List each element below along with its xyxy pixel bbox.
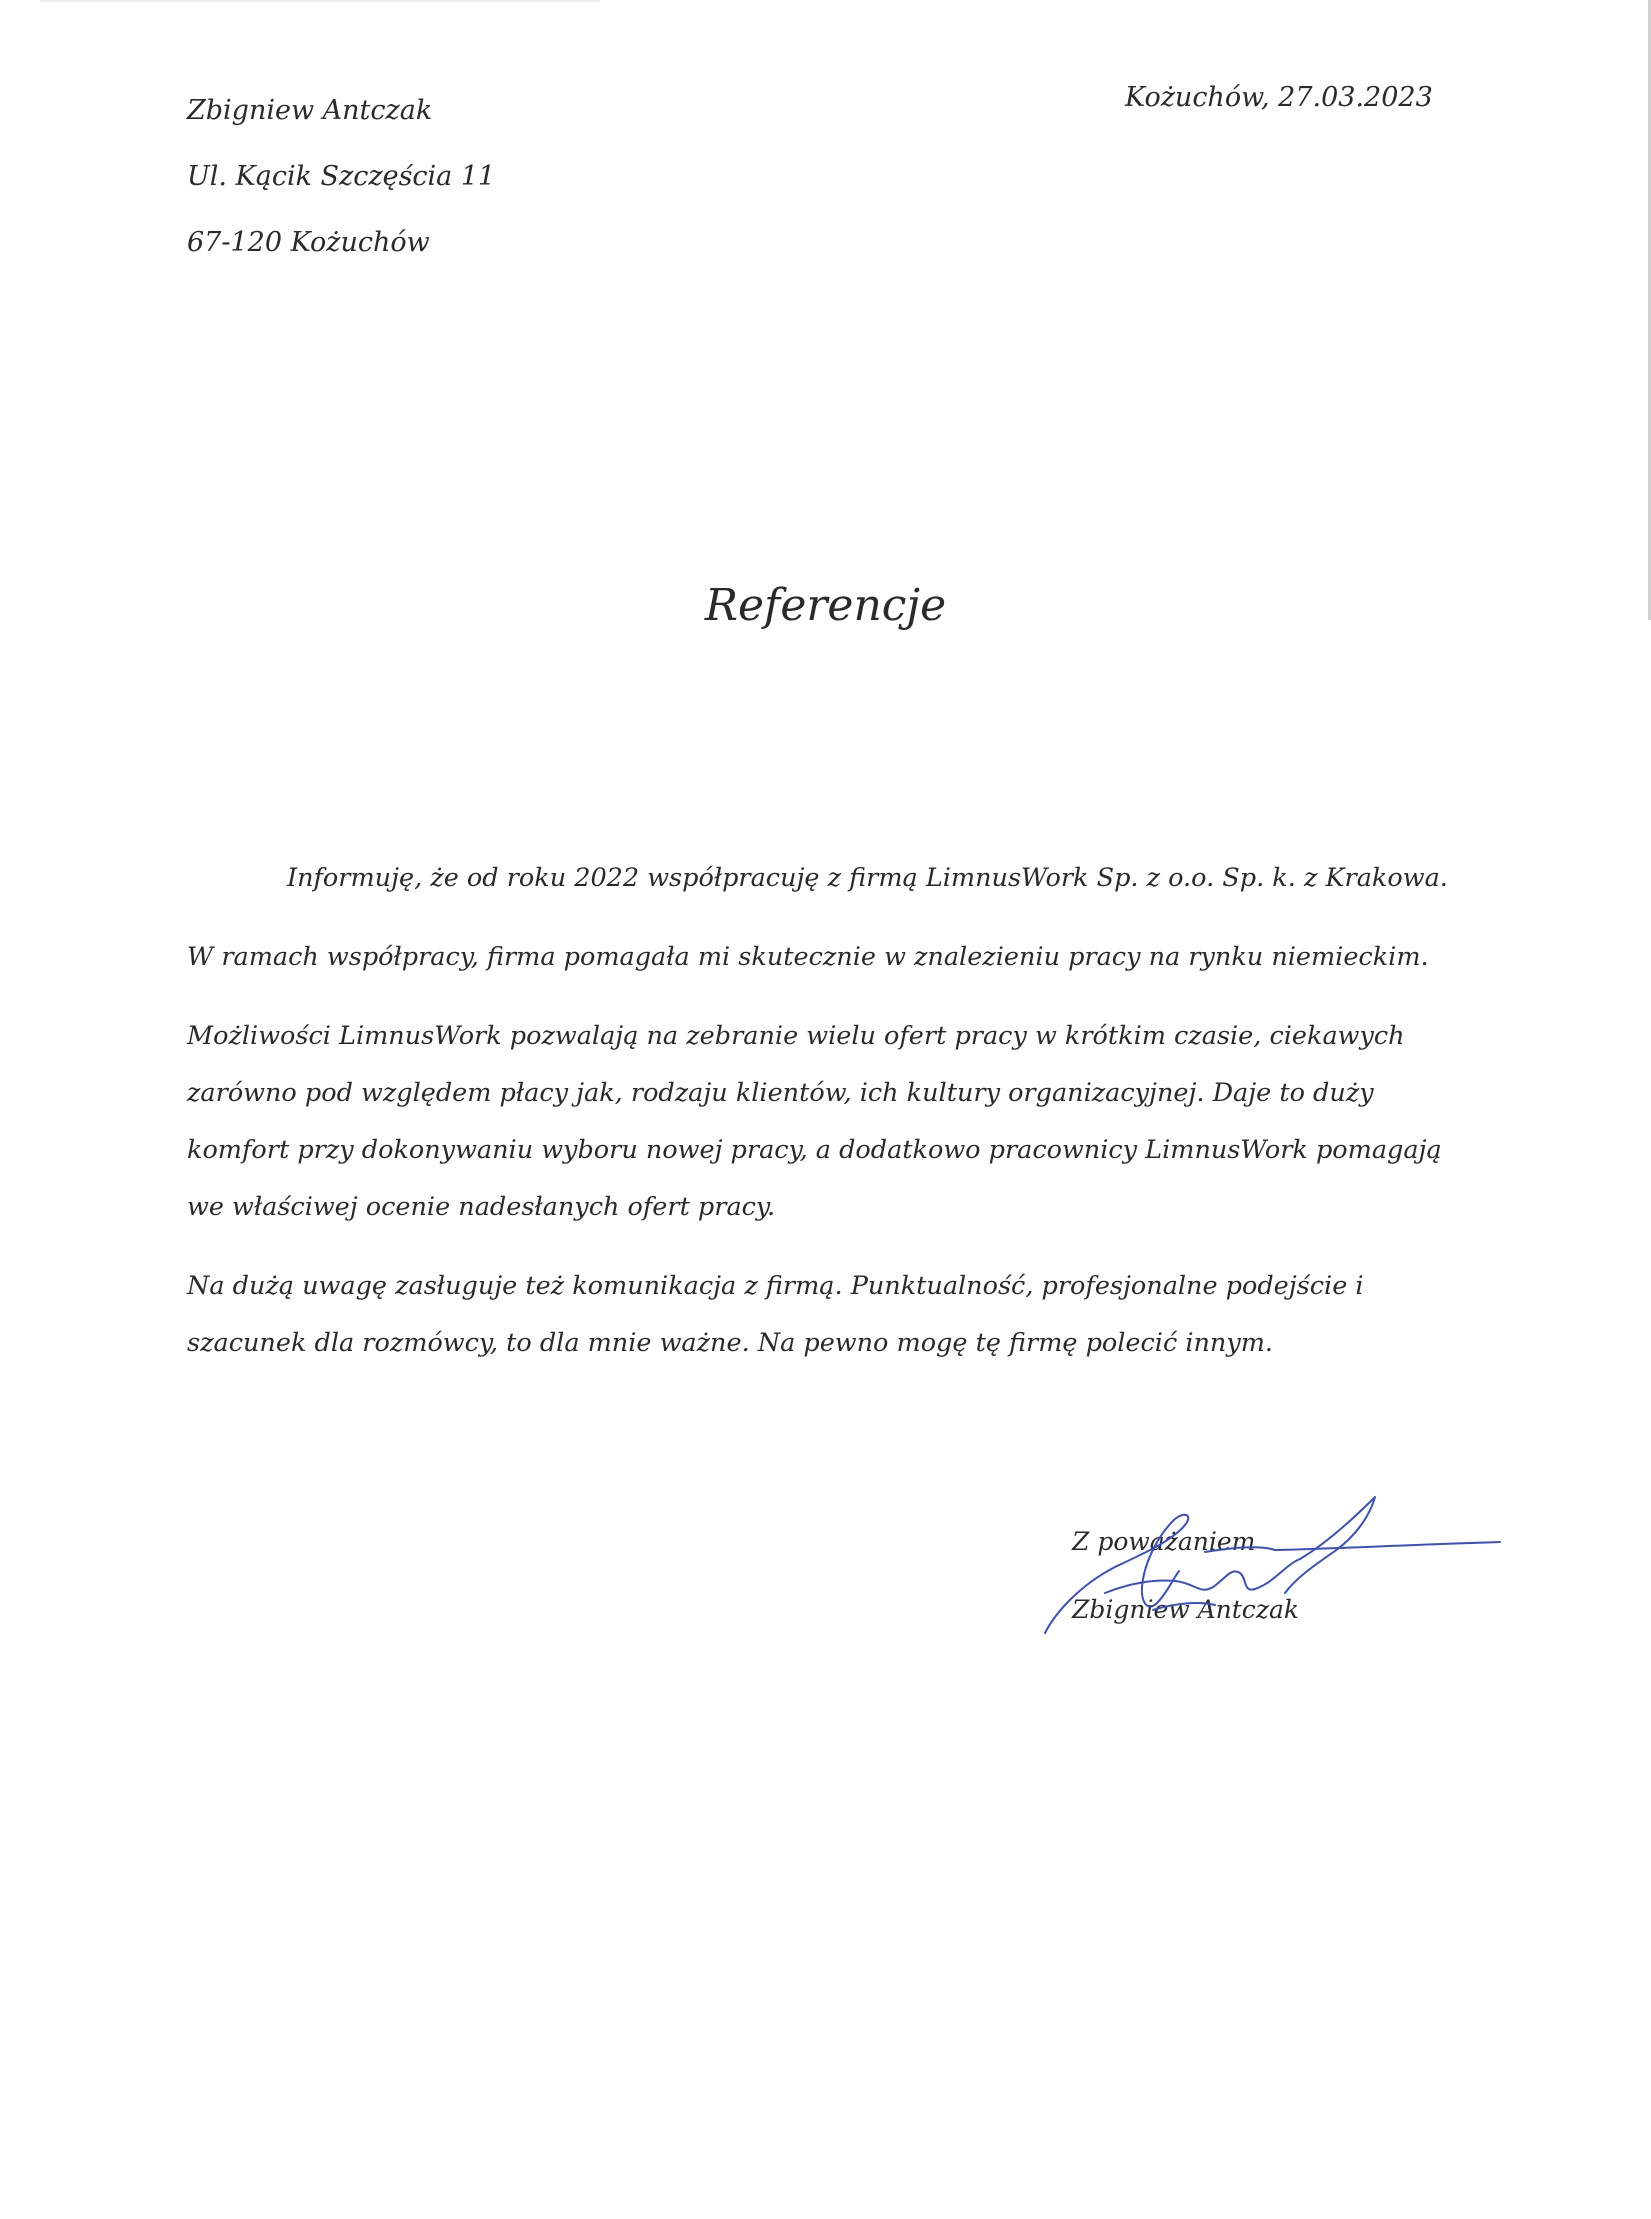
letter-body [187,850,1449,1394]
paragraph-4: Na dużą uwagę zasługuje też komunikacja z firmą. Punktualność, profesjonalne podejście i szacunek dla rozmówcy, to dla mnie ważne. Na pewno mogę tę firmę polecić innym. [187,1271,1364,1358]
sender-address-block [187,78,495,276]
place-and-date: Kożuchów, 27.03.2023 [1125,82,1433,113]
document-title: Referencje [704,580,947,631]
sender-name: Zbigniew Antczak [187,95,433,126]
closing-name: Zbigniew Antczak [1072,1595,1300,1624]
sender-street: Ul. Kącik Szczęścia 11 [187,161,496,192]
scan-edge-top [40,0,600,2]
closing-greeting: Z poważaniem [1072,1527,1256,1556]
handwritten-signature [1035,1485,1505,1655]
sender-city: 67-120 Kożuchów [187,227,430,258]
paragraph-1: Informuję, że od roku 2022 współpracuję z firmą LimnusWork Sp. z o.o. Sp. k. z Krakowa. [287,863,1448,893]
paragraph-3: Możliwości LimnusWork pozwalają na zebranie wielu ofert pracy w krótkim czasie, ciekawych zarówno pod względem płacy jak, rodzaju klientów, ich kultury organizacyjnej. Daje to duży komfort przy dokonywaniu wyboru nowej pracy, a dodatkowo pracownicy LimnusWork pomagają we właściwej ocenie nadesłanych ofert pracy. [187,1021,1442,1222]
paragraph-2: W ramach współpracy, firma pomagała mi skutecznie w znalezieniu pracy na rynku niemieckim. [187,942,1429,972]
